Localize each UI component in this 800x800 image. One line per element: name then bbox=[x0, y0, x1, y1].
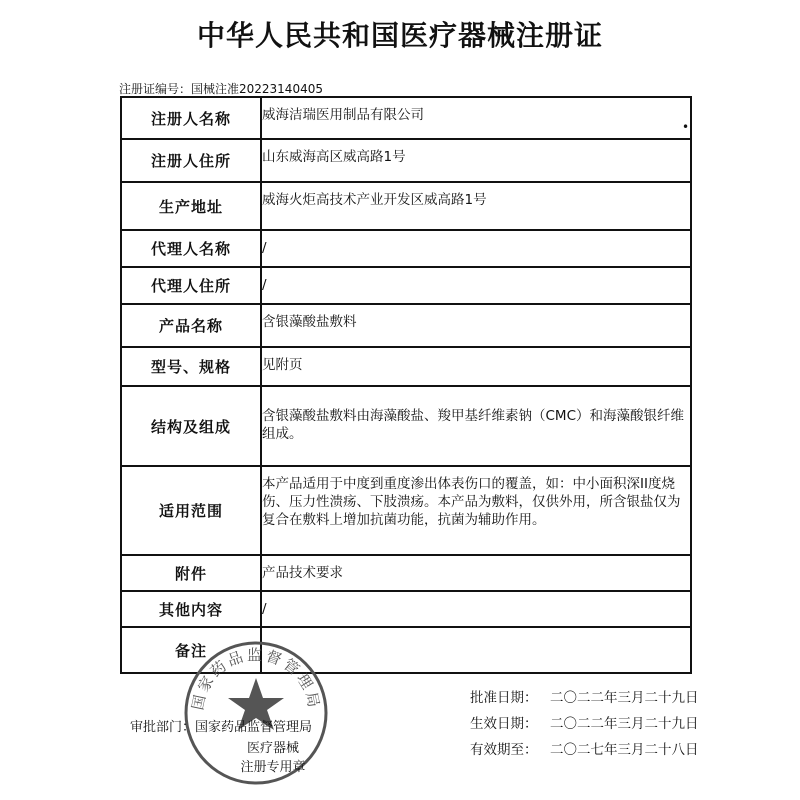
row-label: 适用范围 bbox=[121, 466, 261, 555]
approval-department-value: 国家药品监督管理局 bbox=[195, 720, 313, 735]
table-row bbox=[121, 466, 691, 555]
seal-line-2: 注册专用章 bbox=[240, 760, 306, 775]
table-row bbox=[121, 555, 691, 591]
row-label: 生产地址 bbox=[121, 182, 261, 230]
approval-department bbox=[130, 716, 312, 735]
row-value: 本产品适用于中度到重度渗出体表伤口的覆盖，如：中小面积深II度烧伤、压力性溃疡、下肢溃疡。本产品为敷料，仅供外用，所含银盐仅为复合在敷料上增加抗菌功能，抗菌为辅助作用。 bbox=[261, 466, 691, 555]
date-value: 二〇二七年三月二十八日 bbox=[550, 742, 699, 758]
row-value: / bbox=[261, 230, 691, 267]
date-label: 生效日期： bbox=[470, 716, 538, 732]
date-value: 二〇二二年三月二十九日 bbox=[550, 690, 699, 706]
table-row bbox=[121, 97, 691, 139]
certificate-table bbox=[120, 96, 692, 674]
row-label: 产品名称 bbox=[121, 304, 261, 347]
row-label: 注册人名称 bbox=[121, 97, 261, 139]
row-value: 产品技术要求 bbox=[261, 555, 691, 591]
table-row bbox=[121, 347, 691, 386]
stray-dot: • bbox=[682, 120, 690, 134]
row-label: 其他内容 bbox=[121, 591, 261, 627]
row-value: 威海火炬高技术产业开发区威高路1号 bbox=[261, 182, 691, 230]
row-label: 结构及组成 bbox=[121, 386, 261, 466]
registration-number: 注册证编号：国械注准20223140405 bbox=[119, 82, 323, 96]
certificate-title: 中华人民共和国医疗器械注册证 bbox=[196, 19, 603, 52]
seal-ring-text: 国家药品监督管理局 bbox=[188, 646, 324, 712]
row-value: / bbox=[261, 591, 691, 627]
table-row bbox=[121, 139, 691, 182]
dates-block bbox=[470, 686, 699, 764]
table-row bbox=[121, 230, 691, 267]
row-label: 代理人名称 bbox=[121, 230, 261, 267]
row-label: 附件 bbox=[121, 555, 261, 591]
date-label: 有效期至： bbox=[470, 742, 538, 758]
table-row bbox=[121, 386, 691, 466]
row-value: 含银藻酸盐敷料由海藻酸盐、羧甲基纤维素钠（CMC）和海藻酸银纤维组成。 bbox=[261, 386, 691, 466]
expiry-date-row bbox=[470, 738, 699, 764]
row-value: / bbox=[261, 267, 691, 304]
seal-line-1: 医疗器械 bbox=[246, 741, 299, 756]
row-value: 山东威海高区威高路1号 bbox=[261, 139, 691, 182]
row-label: 代理人住所 bbox=[121, 267, 261, 304]
row-label: 型号、规格 bbox=[121, 347, 261, 386]
table-row bbox=[121, 591, 691, 627]
effective-date-row bbox=[470, 712, 699, 738]
approval-department-label: 审批部门： bbox=[130, 720, 196, 735]
date-value: 二〇二二年三月二十九日 bbox=[550, 716, 699, 732]
row-value: 含银藻酸盐敷料 bbox=[261, 304, 691, 347]
table-row bbox=[121, 182, 691, 230]
row-label: 备注 bbox=[121, 627, 261, 673]
table-row bbox=[121, 304, 691, 347]
approval-date-row bbox=[470, 686, 699, 712]
table-row bbox=[121, 267, 691, 304]
row-value: 威海洁瑞医用制品有限公司 bbox=[261, 97, 691, 139]
row-label: 注册人住所 bbox=[121, 139, 261, 182]
date-label: 批准日期： bbox=[470, 690, 538, 706]
row-value: 见附页 bbox=[261, 347, 691, 386]
